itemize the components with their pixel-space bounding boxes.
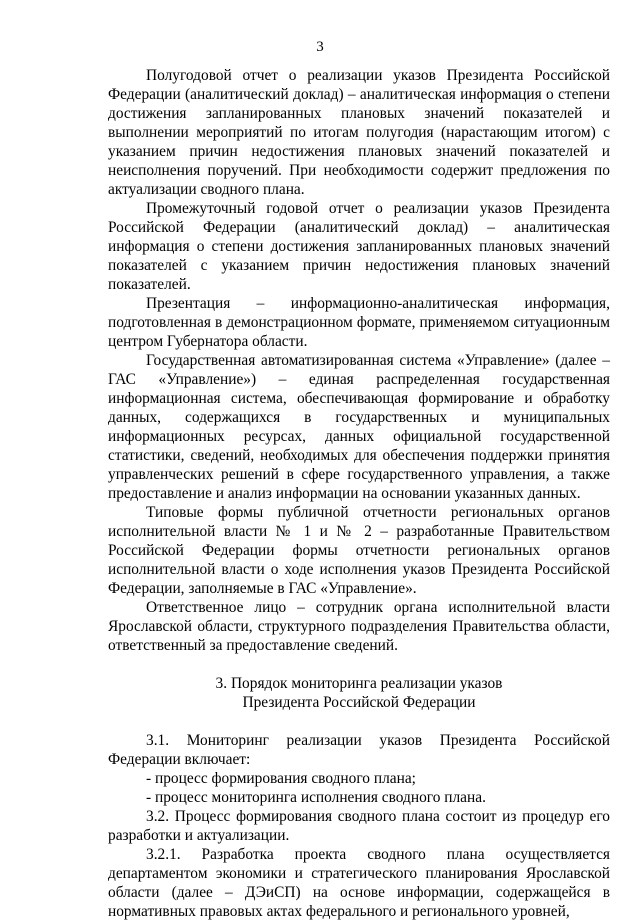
paragraph-3-1: 3.1. Мониторинг реализации указов Президента Российской Федерации включает: <box>108 732 610 768</box>
paragraph-3-2: 3.2. Процесс формирования сводного плана состоит из процедур его разработки и актуализации. <box>108 808 610 844</box>
paragraph-gas-upravlenie: Государственная автоматизированная система «Управление» (далее – ГАС «Управление») – единая распределенная государственная информационная система, обеспечивающая формирование и обработку данных, содержащихся в государственных и муниципальных информационных ресурсах, данных официальной государственной статистики, сведений, необходимых для обеспечения поддержки принятия управленческих решений в сфере государственного управления, а также предоставление и анализ информации на основании указанных данных. <box>108 352 610 502</box>
section-heading-line-2: Президента Российской Федерации <box>242 694 476 711</box>
paragraph-standard-forms: Типовые формы публичной отчетности региональных органов исполнительной власти № 1 и № 2 – разработанные Правительством Российской Федерации формы отчетности региональных органов исполнительной власти о ходе исполнения указов Президента Российской Федерации, заполняемые в ГАС «Управление». <box>108 504 610 597</box>
section-heading <box>108 674 610 712</box>
page-number: 3 <box>316 39 324 55</box>
paragraph-semiannual-report: Полугодовой отчет о реализации указов Президента Российской Федерации (аналитический доклад) – аналитическая информация о степени достижения запланированных плановых значений показателей и выполнении мероприятий по итогам полугодия (нарастающим итогом) с указанием причин недостижения плановых значений показателей и неисполнения поручений. При необходимости содержит предложения по актуализации сводного плана. <box>108 67 610 198</box>
paragraph-interim-annual-report: Промежуточный годовой отчет о реализации указов Президента Российской Федерации (аналитический доклад) – аналитическая информация о степени достижения запланированных плановых значений показателей с указанием причин недостижения плановых значений показателей. <box>108 200 610 293</box>
list-item: - процесс мониторинга исполнения сводного плана. <box>146 789 486 806</box>
paragraph-3-2-1: 3.2.1. Разработка проекта сводного плана осуществляется департаментом экономики и стратегического планирования Ярославской области (далее – ДЭиСП) на основе информации, содержащейся в нормативных правовых актах федерального и регионального уровней, <box>108 846 610 920</box>
paragraph-responsible-person: Ответственное лицо – сотрудник органа исполнительной власти Ярославской области, структурного подразделения Правительства области, ответственный за предоставление сведений. <box>108 599 610 654</box>
document-body <box>108 66 610 921</box>
section-heading-line-1: 3. Порядок мониторинга реализации указов <box>215 675 503 692</box>
paragraph-presentation: Презентация – информационно-аналитическая информация, подготовленная в демонстрационном формате, применяемом ситуационным центром Губернатора области. <box>108 295 610 350</box>
list-item: - процесс формирования сводного плана; <box>146 770 416 787</box>
